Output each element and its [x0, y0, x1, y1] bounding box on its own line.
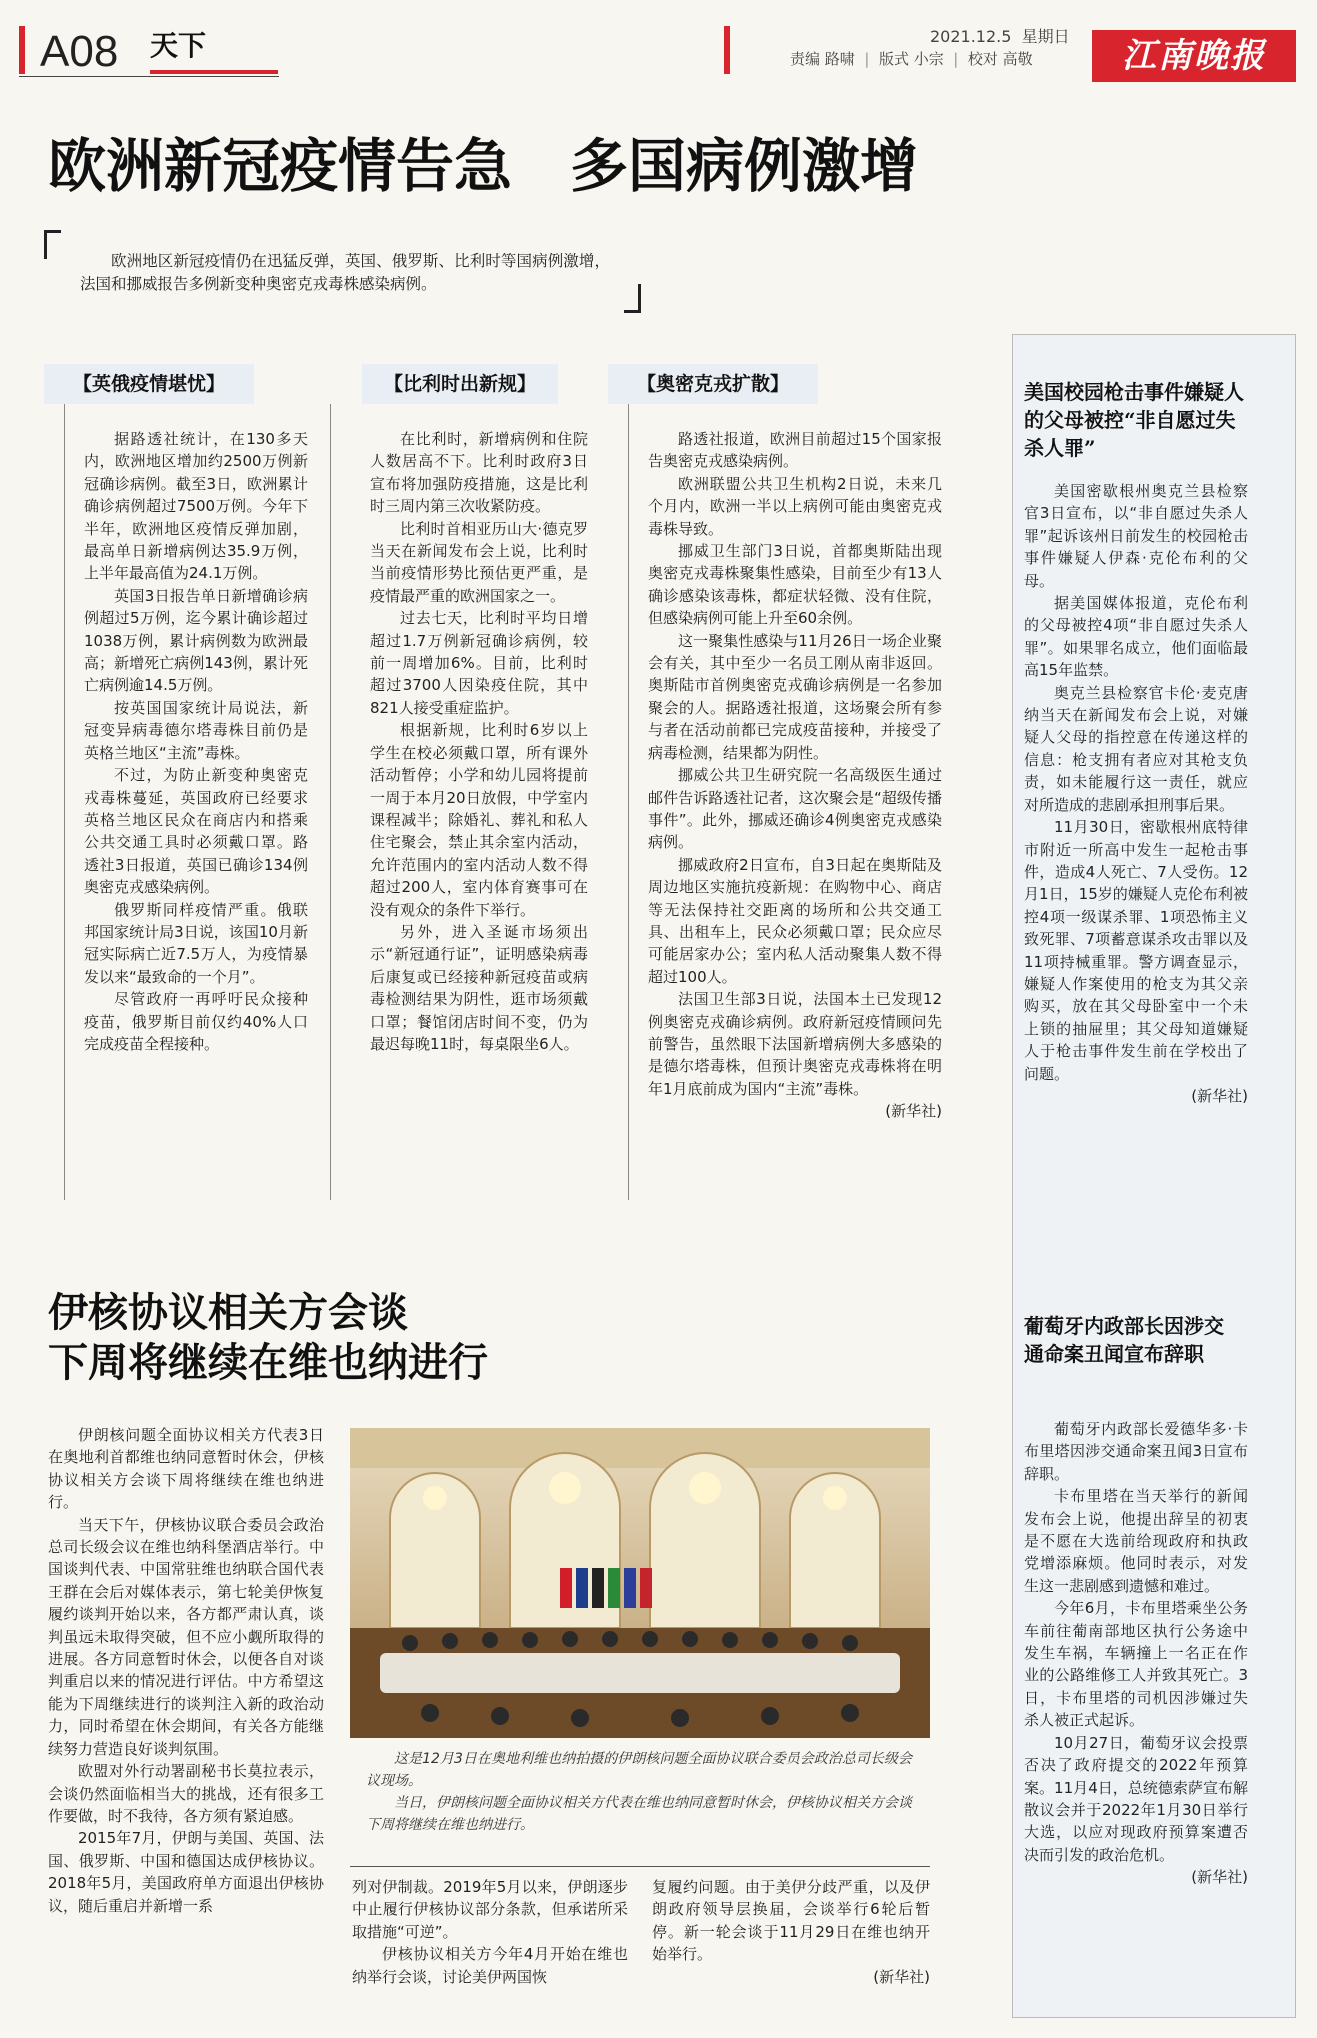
news-agency-credit: (新华社) — [1191, 1868, 1248, 1887]
paragraph: 挪威卫生部门3日说，首都奥斯陆出现奥密克戎毒株聚集性感染，目前至少有13人确诊感染该毒株，都症状轻微、没有住院，但感染病例可能上升至60余例。 — [648, 542, 942, 628]
paragraph: 按英国国家统计局说法，新冠变异病毒德尔塔毒株目前仍是英格兰地区“主流”毒株。 — [84, 698, 308, 762]
header-credits — [790, 48, 1033, 70]
main-headline: 欧洲新冠疫情告急 多国病例激增 — [48, 132, 919, 200]
photo-caption — [366, 1748, 912, 1836]
photo-caption-line1: 这是12月3日在奥地利维也纳拍摄的伊朗核问题全面协议联合委员会政治总司长级会议现场。 — [366, 1751, 912, 1789]
section-title-belgium: 【比利时出新规】 — [362, 364, 558, 404]
section-title-omicron: 【奥密克戎扩散】 — [608, 364, 818, 404]
paragraph: 欧洲联盟公共卫生机构2日说，未来几个月内，欧洲一半以上病例可能由奥密克戎毒株导致。 — [648, 474, 942, 538]
paragraph: 2015年7月，伊朗与美国、英国、法国、俄罗斯、中国和德国达成伊核协议。2018年5月，美国政府单方面退出伊核协议，随后重启并新增一系 — [48, 1829, 324, 1915]
paragraph: 挪威政府2日宣布，自3日起在奥斯陆及周边地区实施抗疫新规：在购物中心、商店等无法保持社交距离的场所和公共交通工具、出租车上，民众必须戴口罩；民众应尽可能居家办公；室内私人活动聚集人数不得超过100人。 — [648, 855, 942, 986]
paragraph: 列对伊制裁。2019年5月以来，伊朗逐步中止履行伊核协议部分条款，但承诺所采取措施“可逆”。 — [352, 1878, 628, 1941]
paragraph: 伊朗核问题全面协议相关方代表3日在奥地利首都维也纳同意暂时休会，伊核协议相关方会谈下周将继续在维也纳进行。 — [48, 1426, 324, 1512]
caption-rule — [350, 1866, 930, 1867]
iran-headline — [48, 1288, 488, 1388]
sidebar-story2-title: 葡萄牙内政部长因涉交通命案丑闻宣布辞职 — [1024, 1314, 1224, 1366]
column-uk-russia — [84, 428, 308, 1208]
paragraph: 英国3日报告单日新增确诊病例超过5万例，迄今累计确诊超过1038万例，累计病例数为欧洲最高；新增死亡病例143例，累计死亡病例逾14.5万例。 — [84, 586, 308, 695]
column-omicron — [648, 428, 942, 1208]
header-date — [930, 26, 1070, 48]
column-belgium — [370, 428, 588, 1208]
page-number: A08 — [40, 27, 119, 76]
header-red-bar-left — [19, 26, 25, 74]
paragraph: 10月27日，葡萄牙议会投票否决了政府提交的2022年预算案。11月4日，总统德索萨宣布解散议会并于2022年1月30日举行大选，以应对现政府预算案遭否决而引发的政治危机。 — [1024, 1733, 1248, 1864]
iran-column-1 — [48, 1424, 324, 2012]
paragraph: 据路透社统计，在130多天内，欧洲地区增加约2500万例新冠确诊病例。截至3日，欧洲累计确诊病例超过7500万例。今年下半年，欧洲地区疫情反弹加剧，最高单日新增病例达35.9万例，上半年最高值为24.1万例。 — [84, 430, 308, 583]
paragraph: 尽管政府一再呼吁民众接种疫苗，俄罗斯目前仅约40%人口完成疫苗全程接种。 — [84, 990, 308, 1053]
sidebar-story1-body — [1024, 480, 1248, 1260]
paragraph: 奥克兰县检察官卡伦·麦克唐纳当天在新闻发布会上说，对嫌疑人父母的指控意在传递这样的信息：枪支拥有者应对其枪支负责，如未能履行这一责任，就应对所造成的悲剧承担刑事后果。 — [1024, 683, 1248, 814]
section-underline — [150, 70, 278, 74]
sidebar-story2-body — [1024, 1418, 1248, 1978]
credit-divider: | — [948, 50, 964, 68]
iran-headline-line1: 伊核协议相关方会谈 — [48, 1289, 408, 1336]
paragraph: 根据新规，比利时6岁以上学生在校必须戴口罩，所有课外活动暂停；小学和幼儿园将提前一周于本月20日放假，中学室内课程减半；除婚礼、葬礼和私人住宅聚会，禁止其余室内活动，允许范围内的室内活动人数不得超过200人，室内体育赛事可在没有观众的条件下举行。 — [370, 721, 588, 919]
sidebar-story1-title: 美国校园枪击事件嫌疑人的父母被控“非自愿过失杀人罪” — [1024, 380, 1244, 460]
lead-paragraph: 欧洲地区新冠疫情仍在迅猛反弹，英国、俄罗斯、比利时等国病例激增，法国和挪威报告多例新变种奥密克戎毒株感染病例。 — [80, 252, 610, 293]
paragraph: 过去七天，比利时平均日增超过1.7万例新冠确诊病例，较前一周增加6%。目前，比利时超过3700人因染疫住院，其中821人接受重症监护。 — [370, 609, 588, 717]
date-text: 2021.12.5 — [930, 27, 1012, 46]
paragraph: 美国密歇根州奥克兰县检察官3日宣布，以“非自愿过失杀人罪”起诉该州日前发生的校园枪击事件嫌疑人伊森·克伦布利的父母。 — [1024, 482, 1248, 590]
paragraph: 不过，为防止新变种奥密克戎毒株蔓延，英国政府已经要求英格兰地区民众在商店内和搭乘公共交通工具时必须戴口罩。路透社3日报道，英国已确诊134例奥密克戎感染病例。 — [84, 766, 308, 897]
section-title-uk-russia: 【英俄疫情堪忧】 — [44, 364, 254, 404]
paragraph: 伊核协议相关方今年4月开始在维也纳举行会谈，讨论美伊两国恢 — [352, 1945, 628, 1986]
weekday-text: 星期日 — [1021, 27, 1070, 46]
paragraph: 这一聚集性感染与11月26日一场企业聚会有关，其中至少一名员工刚从南非返回。奥斯陆市首例奥密克戎确诊病例是一名参加聚会的人。据路透社报道，这场聚会所有参与者在活动前都已完成疫苗接种，并接受了病毒检测，结果都为阴性。 — [648, 631, 942, 762]
layout-credit: 版式 小宗 — [878, 50, 944, 68]
paragraph: 另外，进入圣诞市场须出示“新冠通行证”，证明感染病毒后康复或已经接种新冠疫苗或病毒检测结果为阴性，逛市场须戴口罩；餐馆闭店时间不变，仍为最迟每晚11时，每桌限坐6人。 — [370, 922, 588, 1053]
paragraph: 复履约问题。由于美伊分歧严重，以及伊朗政府领导层换届，会谈举行6轮后暂停。新一轮会谈于11月29日在维也纳开始举行。 — [652, 1878, 930, 1964]
news-agency-credit: (新华社) — [1191, 1086, 1248, 1105]
header-red-bar-mid — [724, 26, 730, 74]
proof-credit: 校对 高敬 — [967, 50, 1033, 68]
news-agency-credit: (新华社) — [873, 1967, 930, 1986]
paragraph: 法国卫生部3日说，法国本土已发现12例奥密克戎确诊病例。政府新冠疫情顾问先前警告，虽然眼下法国新增病例大多感染的是德尔塔毒株，但预计奥密克戎毒株将在明年1月底前成为国内“主流”毒株。 — [648, 990, 942, 1098]
paragraph: 今年6月，卡布里塔乘坐公务车前往葡南部地区执行公务途中发生车祸，车辆撞上一名正在作业的公路维修工人并致其死亡。3日，卡布里塔的司机因涉嫌过失杀人被正式起诉。 — [1024, 1599, 1248, 1730]
newspaper-logo: 江南晚报 — [1092, 30, 1296, 82]
iran-column-3 — [652, 1876, 930, 2016]
credit-divider: | — [859, 50, 875, 68]
paragraph: 俄罗斯同样疫情严重。俄联邦国家统计局3日说，该国10月新冠实际病亡近7.5万人，为疫情暴发以来“最致命的一个月”。 — [84, 900, 308, 986]
iran-headline-line2: 下周将继续在维也纳进行 — [48, 1339, 488, 1386]
iran-column-2 — [352, 1876, 628, 2016]
editor-credit: 责编 路啸 — [790, 50, 855, 68]
section-label: 天下 — [150, 29, 207, 62]
column-divider — [64, 404, 65, 1200]
paragraph: 葡萄牙内政部长爱德华多·卡布里塔因涉交通命案丑闻3日宣布辞职。 — [1024, 1420, 1248, 1483]
header-rule — [19, 76, 279, 77]
paragraph: 欧盟对外行动署副秘书长莫拉表示，会谈仍然面临相当大的挑战，还有很多工作要做，时不我待，各方须有紧迫感。 — [48, 1762, 324, 1825]
paragraph: 卡布里塔在当天举行的新闻发布会上说，他提出辞呈的初衷是不愿在大选前给现政府和执政党增添麻烦。他同时表示，对发生这一悲剧感到遗憾和难过。 — [1024, 1487, 1248, 1595]
photo-caption-line2: 当日，伊朗核问题全面协议相关方代表在维也纳同意暂时休会，伊核协议相关方会谈下周将继续在维也纳进行。 — [366, 1795, 912, 1833]
paragraph: 当天下午，伊核协议联合委员会政治总司长级会议在维也纳科堡酒店举行。中国谈判代表、中国常驻维也纳联合国代表王群在会后对媒体表示，第七轮美伊恢复履约谈判开始以来，各方都严肃认真，谈判虽远未取得突破，但不应小觑所取得的进展。各方同意暂时休会，以便各自对谈判重启以来的情况进行评估。中方希望这能为下周继续进行的谈判注入新的政治动力，同时希望在休会期间，有关各方能继续努力营造良好谈判氛围。 — [48, 1515, 324, 1758]
news-agency-credit: (新华社) — [885, 1102, 942, 1121]
paragraph: 在比利时，新增病例和住院人数居高不下。比利时政府3日宣布将加强防疫措施，这是比利时三周内第三次收紧防疫。 — [370, 430, 588, 516]
negotiation-hall-photo — [350, 1428, 930, 1738]
lead-bracket-right — [624, 284, 641, 313]
lead-bracket-left — [44, 230, 61, 259]
paragraph: 11月30日，密歇根州底特律市附近一所高中发生一起枪击事件，造成4人死亡、7人受伤。12月1日，15岁的嫌疑人克伦布利被控4项一级谋杀罪、1项恐怖主义致死罪、7项蓄意谋杀攻击罪以及11项持械重罪。警方调查显示，嫌疑人作案使用的枪支为其父亲购买，放在其父母卧室中一个未上锁的抽屉里；其父母知道嫌疑人于枪击事件发生前在学校出了问题。 — [1024, 818, 1248, 1083]
paragraph: 路透社报道，欧洲目前超过15个国家报告奥密克戎感染病例。 — [648, 430, 942, 471]
paragraph: 比利时首相亚历山大·德克罗当天在新闻发布会上说，比利时当前疫情形势比预估更严重，是疫情最严重的欧洲国家之一。 — [370, 519, 588, 605]
paragraph: 据美国媒体报道，克伦布利的父母被控4项“非自愿过失杀人罪”。如果罪名成立，他们面临最高15年监禁。 — [1024, 594, 1248, 680]
column-divider — [628, 404, 629, 1200]
paragraph: 挪威公共卫生研究院一名高级医生通过邮件告诉路透社记者，这次聚会是“超级传播事件”。此外，挪威还确诊4例奥密克戎感染病例。 — [648, 766, 942, 852]
hall-photo-illustration — [350, 1428, 930, 1738]
column-divider — [330, 404, 331, 1200]
